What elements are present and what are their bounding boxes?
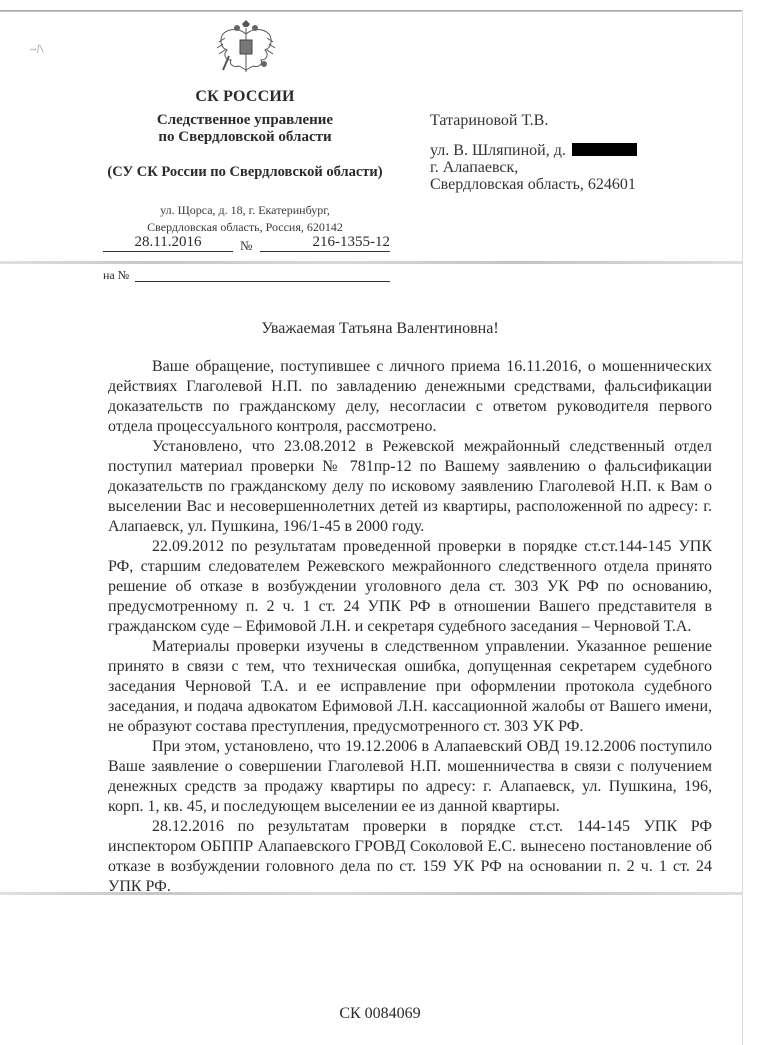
- org-title: СК РОССИИ: [195, 88, 295, 105]
- paragraph: Ваше обращение, поступившее с личного приема 16.11.2016, о мошеннических действиях Глаголевой Н.П. по завладению денежными средствами, фальсификации доказательств по гражданскому делу, несогласии с ответом руководителя первого отдела процессуального контроля, рассмотрено.: [108, 358, 712, 435]
- org-name-line: по Свердловской области: [158, 129, 332, 145]
- org-name-line: Следственное управление: [156, 112, 334, 128]
- org-name: [95, 112, 395, 146]
- form-serial-number: СК 0084069: [339, 1005, 421, 1022]
- coat-of-arms-icon: [215, 20, 277, 78]
- street-text: ул. В. Шляпиной, д.: [430, 142, 566, 159]
- recipient-name: Татариновой Т.В.: [430, 112, 549, 129]
- reference-label: на №: [103, 268, 130, 282]
- letter-number: 216-1355-12: [260, 234, 390, 252]
- paragraph: При этом, установлено, что 19.12.2006 в Алапаевский ОВД 19.12.2006 поступило Ваше заявление о совершении Глаголевой Н.П. мошенничества в связи с получением денежных средств за продажу квартиры по адресу: г. Алапаевск, ул. Пушкина, 196, корп. 1, кв. 45, и последующем выселении ее из данной квартиры.: [108, 738, 712, 815]
- letter-date: 28.11.2016: [103, 234, 233, 252]
- address-line: Свердловская область, Россия, 620142: [147, 220, 343, 234]
- paragraph: Материалы проверки изучены в следственном управлении. Указанное решение принято в связи с тем, что техническая ошибка, допущенная секретарем судебного заседания Черновой Т.А. и ее исправление при оформлении протокола судебного заседания, и подача адвокатом Ефимовой Л.Н. кассационной жалобы от Вашего имени, не образуют состава преступления, предусмотренного ст. 303 УК РФ.: [108, 638, 712, 735]
- letter-body: [108, 357, 712, 897]
- recipient-street: [430, 142, 637, 159]
- address-line: ул. Щорса, д. 18, г. Екатеринбург,: [160, 203, 330, 217]
- redaction-bar: [572, 143, 637, 156]
- org-short-name: (СУ СК России по Свердловской области): [107, 164, 383, 180]
- number-label: №: [240, 238, 253, 253]
- sender-header: [95, 88, 395, 236]
- recipient-block: [430, 112, 637, 193]
- fold-crease: [0, 261, 742, 264]
- paragraph: 28.12.2016 по результатам проверки в порядке ст.ст. 144-145 УПК РФ инспектором ОБППР Алапаевского ГРОВД Соколовой Е.С. вынесено постановление об отказе в возбуждении головного дела по ст. 159 УК РФ на основании п. 2 ч. 1 ст. 24 УПК РФ.: [108, 818, 712, 895]
- page-edge-top: [0, 10, 742, 12]
- paragraph: Установлено, что 23.08.2012 в Режевской межрайонный следственный отдел поступил материал проверки № 781пр-12 по Вашему заявлению о фальсификации доказательств по гражданскому делу по исковому заявлению Глаголевой Н.П. к Вам о выселении Вас и несовершеннолетних детей из квартиры, расположенной по адресу: г. Алапаевск, ул. Пушкина, 196/1-45 в 2000 году.: [108, 438, 712, 535]
- recipient-region: Свердловская область, 624601: [430, 176, 636, 193]
- handwritten-mark: ~/\: [29, 41, 45, 57]
- page-edge-right: [742, 10, 743, 1045]
- reference-line: [135, 281, 390, 282]
- recipient-city: г. Алапаевск,: [430, 159, 519, 176]
- salutation: Уважаемая Татьяна Валентиновна!: [261, 320, 499, 337]
- org-address: [95, 202, 395, 236]
- paragraph: 22.09.2012 по результатам проведенной проверки в порядке ст.ст.144-145 УПК РФ, старшим следователем Режевского межрайонного следственного отдела принято решение об отказе в возбуждении уголовного дела ст. 303 УК РФ по основанию, предусмотренному п. 2 ч. 1 ст. 24 УПК РФ в отношении Вашего представителя в гражданском суде – Ефимовой Л.Н. и секретаря судебного заседания – Черновой Т.А.: [108, 538, 712, 635]
